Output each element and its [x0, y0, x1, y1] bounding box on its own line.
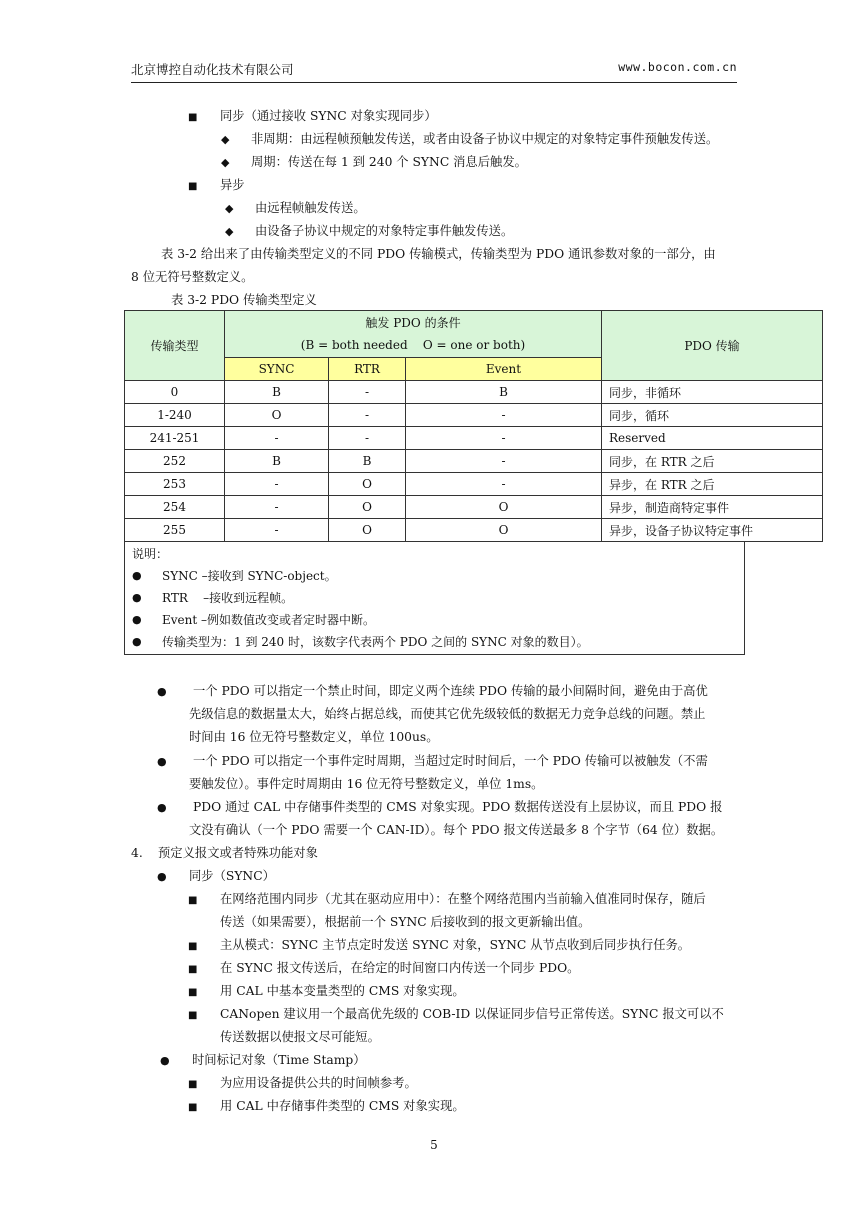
paragraph-line-2: 8 位无符号整数定义。 — [131, 270, 254, 284]
table-row — [125, 450, 823, 473]
section-number: 4. — [131, 846, 143, 860]
header-trigger-conditions — [225, 311, 602, 358]
sync-point-2: 主从模式：SYNC 主节点定时发送 SYNC 对象，SYNC 从节点收到后同步执行任务。 — [220, 938, 691, 952]
cell-rtr: O — [329, 519, 406, 542]
async-item: 异步 — [220, 178, 245, 192]
table-notes — [124, 542, 745, 655]
time-stamp-point-1: 为应用设备提供公共的时间帧参考。 — [220, 1076, 417, 1090]
header-pdo-transmission: PDO 传输 — [602, 311, 823, 381]
note-item: 传输类型为：1 到 240 时，该数字代表两个 PDO 之间的 SYNC 对象的数目）。 — [162, 635, 589, 649]
cell-pdo-transmission: 异步，在 RTR 之后 — [602, 473, 823, 496]
time-stamp-title: 时间标记对象（Time Stamp） — [192, 1053, 366, 1067]
cell-event: - — [406, 450, 602, 473]
inhibit-time-line-1: 一个 PDO 可以指定一个禁止时间，即定义两个连续 PDO 传输的最小间隔时间，避免由于高优 — [193, 684, 708, 698]
cell-pdo-transmission: Reserved — [602, 427, 823, 450]
header-trigger-legend: (B = both needed O = one or both) — [300, 338, 526, 352]
cell-sync: - — [225, 473, 329, 496]
square-bullet-icon — [188, 934, 197, 958]
section-title: 预定义报文或者特殊功能对象 — [158, 846, 318, 860]
cell-sync: B — [225, 381, 329, 404]
cell-rtr: O — [329, 473, 406, 496]
square-bullet-icon — [188, 105, 197, 129]
table-row — [125, 519, 823, 542]
cell-pdo-transmission: 同步，非循环 — [602, 381, 823, 404]
round-bullet-icon — [157, 865, 167, 888]
cell-rtr: B — [329, 450, 406, 473]
paragraph-line-1: 表 3-2 给出来了由传输类型定义的不同 PDO 传输模式，传输类型为 PDO 通讯参数对象的一部分，由 — [161, 247, 716, 261]
async-sub-item-2: 由设备子协议中规定的对象特定事件触发传送。 — [255, 224, 514, 238]
round-bullet-icon — [157, 750, 167, 773]
cell-sync: - — [225, 427, 329, 450]
square-bullet-icon — [188, 980, 197, 1004]
inhibit-time-line-2: 先级信息的数据量太大，始终占据总线，而使其它优先级较低的数据无力竞争总线的问题。禁止 — [189, 707, 706, 721]
round-bullet-icon — [160, 1049, 170, 1072]
cell-rtr: - — [329, 404, 406, 427]
cell-pdo-transmission: 异步，设备子协议特定事件 — [602, 519, 823, 542]
diamond-bullet-icon — [225, 220, 233, 243]
cell-transmission-type: 0 — [125, 381, 225, 404]
notes-title: 说明： — [132, 547, 169, 561]
cell-pdo-transmission: 同步，在 RTR 之后 — [602, 450, 823, 473]
table-row — [125, 404, 823, 427]
diamond-bullet-icon — [221, 151, 229, 174]
sync-point-3: 在 SYNC 报文传送后，在给定的时间窗口内传送一个同步 PDO。 — [220, 961, 580, 975]
pdo-cms-line-1: PDO 通过 CAL 中存储事件类型的 CMS 对象实现。PDO 数据传送没有上层协议，而且 PDO 报 — [193, 800, 723, 814]
square-bullet-icon — [188, 1095, 197, 1119]
website-url: www.bocon.com.cn — [618, 60, 737, 74]
note-item: RTR –接收到远程帧。 — [162, 591, 294, 605]
table-row — [125, 473, 823, 496]
round-bullet-icon — [132, 631, 142, 653]
cell-event: O — [406, 519, 602, 542]
sync-object-title: 同步（SYNC） — [189, 869, 275, 883]
cell-event: O — [406, 496, 602, 519]
time-stamp-point-2: 用 CAL 中存储事件类型的 CMS 对象实现。 — [220, 1099, 465, 1113]
square-bullet-icon — [188, 174, 197, 198]
square-bullet-icon — [188, 1003, 197, 1027]
async-sub-item-1: 由远程帧触发传送。 — [255, 201, 366, 215]
table-row — [125, 427, 823, 450]
sync-point-1-line-1: 在网络范围内同步（尤其在驱动应用中）：在整个网络范围内当前输入值准同时保存，随后 — [220, 892, 706, 906]
square-bullet-icon — [188, 957, 197, 981]
sync-item: 同步（通过接收 SYNC 对象实现同步） — [220, 109, 437, 123]
sync-point-5-line-2: 传送数据以使报文尽可能短。 — [220, 1030, 380, 1044]
note-item: Event –例如数值改变或者定时器中断。 — [162, 613, 376, 627]
sync-sub-item-1: 非周期：由远程帧预触发传送，或者由设备子协议中规定的对象特定事件预触发传送。 — [251, 132, 719, 146]
cell-event: - — [406, 473, 602, 496]
header-transmission-type: 传输类型 — [125, 311, 225, 381]
cell-pdo-transmission: 异步，制造商特定事件 — [602, 496, 823, 519]
page-number: 5 — [430, 1138, 438, 1152]
diamond-bullet-icon — [221, 128, 229, 151]
cell-transmission-type: 255 — [125, 519, 225, 542]
event-timer-line-2: 要触发位）。事件定时周期由 16 位无符号整数定义，单位 1ms。 — [189, 777, 544, 791]
diamond-bullet-icon — [225, 197, 233, 220]
cell-event: B — [406, 381, 602, 404]
note-item: SYNC –接收到 SYNC-object。 — [162, 569, 337, 583]
sync-point-5-line-1: CANopen 建议用一个最高优先级的 COB-ID 以保证同步信号正常传送。SYNC 报文可以不 — [220, 1007, 724, 1021]
pdo-transmission-table — [124, 310, 754, 658]
cell-transmission-type: 253 — [125, 473, 225, 496]
event-timer-line-1: 一个 PDO 可以指定一个事件定时周期，当超过定时时间后，一个 PDO 传输可以被触发（不需 — [193, 754, 708, 768]
cell-sync: - — [225, 519, 329, 542]
table-caption: 表 3-2 PDO 传输类型定义 — [171, 293, 317, 307]
page-header — [131, 60, 737, 83]
round-bullet-icon — [132, 587, 142, 609]
table-row — [125, 381, 823, 404]
header-rtr: RTR — [329, 358, 406, 381]
cell-transmission-type: 252 — [125, 450, 225, 473]
cell-event: - — [406, 427, 602, 450]
cell-rtr: - — [329, 381, 406, 404]
cell-event: - — [406, 404, 602, 427]
round-bullet-icon — [132, 609, 142, 631]
sync-point-1-line-2: 传送（如果需要），根据前一个 SYNC 后接收到的报文更新输出值。 — [220, 915, 591, 929]
square-bullet-icon — [188, 1072, 197, 1096]
cell-sync: B — [225, 450, 329, 473]
header-event: Event — [406, 358, 602, 381]
sync-point-4: 用 CAL 中基本变量类型的 CMS 对象实现。 — [220, 984, 465, 998]
table-row — [125, 496, 823, 519]
cell-pdo-transmission: 同步，循环 — [602, 404, 823, 427]
round-bullet-icon — [157, 680, 167, 703]
cell-transmission-type: 254 — [125, 496, 225, 519]
header-trigger-title: 触发 PDO 的条件 — [365, 316, 461, 330]
sync-sub-item-2: 周期：传送在每 1 到 240 个 SYNC 消息后触发。 — [251, 155, 527, 169]
inhibit-time-line-3: 时间由 16 位无符号整数定义，单位 100us。 — [189, 730, 439, 744]
cell-sync: O — [225, 404, 329, 427]
header-sync: SYNC — [225, 358, 329, 381]
square-bullet-icon — [188, 888, 197, 912]
cell-rtr: - — [329, 427, 406, 450]
cell-transmission-type: 1-240 — [125, 404, 225, 427]
company-name: 北京博控自动化技术有限公司 — [131, 62, 294, 77]
round-bullet-icon — [132, 565, 142, 587]
pdo-cms-line-2: 文没有确认（一个 PDO 需要一个 CAN-ID）。每个 PDO 报文传送最多 8 个字节（64 位）数据。 — [189, 823, 724, 837]
round-bullet-icon — [157, 796, 167, 819]
cell-transmission-type: 241-251 — [125, 427, 225, 450]
cell-sync: - — [225, 496, 329, 519]
cell-rtr: O — [329, 496, 406, 519]
